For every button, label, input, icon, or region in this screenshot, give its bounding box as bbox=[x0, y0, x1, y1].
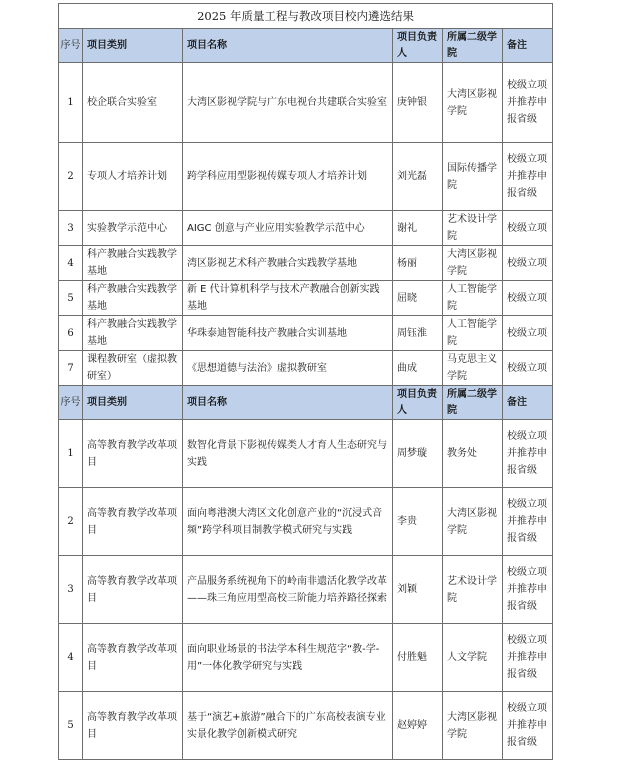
cell-category: 高等教育教学改革项目 bbox=[83, 624, 183, 692]
cell-name: 面向职业场景的书法学本科生规范字“教-学-用”一体化教学研究与实践 bbox=[183, 624, 393, 692]
cell-seq: 1 bbox=[59, 63, 83, 143]
cell-seq: 3 bbox=[59, 211, 83, 246]
cell-college: 大湾区影视学院 bbox=[443, 488, 503, 556]
cell-leader: 付胜魁 bbox=[393, 624, 443, 692]
cell-leader: 谢礼 bbox=[393, 211, 443, 246]
cell-category: 高等教育教学改革项目 bbox=[83, 420, 183, 488]
table-row bbox=[59, 281, 553, 316]
cell-category: 科产教融合实践教学基地 bbox=[83, 281, 183, 316]
cell-name: 新 E 代计算机科学与技术产教融合创新实践基地 bbox=[183, 281, 393, 316]
table-row bbox=[59, 351, 553, 386]
cell-leader: 庚钟银 bbox=[393, 63, 443, 143]
cell-college: 人工智能学院 bbox=[443, 316, 503, 351]
cell-name: 基于“演艺+旅游”融合下的广东高校表演专业实景化教学创新模式研究 bbox=[183, 692, 393, 760]
cell-seq: 3 bbox=[59, 556, 83, 624]
cell-college: 艺术设计学院 bbox=[443, 211, 503, 246]
table-row bbox=[59, 488, 553, 556]
cell-name: AIGC 创意与产业应用实验教学示范中心 bbox=[183, 211, 393, 246]
cell-note: 校级立项并推荐申报省级 bbox=[503, 420, 553, 488]
table-row bbox=[59, 246, 553, 281]
header-leader: 项目负责人 bbox=[393, 386, 443, 420]
cell-seq: 1 bbox=[59, 420, 83, 488]
cell-college: 人工智能学院 bbox=[443, 281, 503, 316]
cell-leader: 曲成 bbox=[393, 351, 443, 386]
cell-category: 课程教研室（虚拟教研室） bbox=[83, 351, 183, 386]
title-row bbox=[59, 4, 553, 29]
cell-category: 专项人才培养计划 bbox=[83, 143, 183, 211]
cell-leader: 杨丽 bbox=[393, 246, 443, 281]
cell-leader: 周钰淮 bbox=[393, 316, 443, 351]
cell-note: 校级立项 bbox=[503, 316, 553, 351]
table-row bbox=[59, 211, 553, 246]
cell-seq: 2 bbox=[59, 143, 83, 211]
cell-note: 校级立项 bbox=[503, 211, 553, 246]
cell-seq: 5 bbox=[59, 692, 83, 760]
table-row bbox=[59, 316, 553, 351]
cell-seq: 2 bbox=[59, 488, 83, 556]
header-seq: 序号 bbox=[59, 386, 83, 420]
cell-category: 科产教融合实践教学基地 bbox=[83, 316, 183, 351]
cell-note: 校级立项 bbox=[503, 281, 553, 316]
header-name: 项目名称 bbox=[183, 386, 393, 420]
cell-college: 教务处 bbox=[443, 420, 503, 488]
table-row bbox=[59, 63, 553, 143]
cell-name: 产品服务系统视角下的岭南非遗活化教学改革——珠三角应用型高校三阶能力培养路径探索 bbox=[183, 556, 393, 624]
cell-leader: 刘光磊 bbox=[393, 143, 443, 211]
cell-note: 校级立项 bbox=[503, 351, 553, 386]
table-row bbox=[59, 692, 553, 760]
cell-note: 校级立项并推荐申报省级 bbox=[503, 488, 553, 556]
cell-note: 校级立项 bbox=[503, 246, 553, 281]
cell-name: 面向粤港澳大湾区文化创意产业的“沉浸式音频”跨学科项目制教学模式研究与实践 bbox=[183, 488, 393, 556]
header-note: 备注 bbox=[503, 29, 553, 63]
header-leader: 项目负责人 bbox=[393, 29, 443, 63]
header-row bbox=[59, 29, 553, 63]
cell-note: 校级立项并推荐申报省级 bbox=[503, 556, 553, 624]
header-note: 备注 bbox=[503, 386, 553, 420]
cell-seq: 7 bbox=[59, 351, 83, 386]
cell-category: 高等教育教学改革项目 bbox=[83, 692, 183, 760]
cell-category: 实验教学示范中心 bbox=[83, 211, 183, 246]
table-title: 2025 年质量工程与教改项目校内遴选结果 bbox=[59, 4, 553, 29]
header-college: 所属二级学院 bbox=[443, 386, 503, 420]
cell-college: 大湾区影视学院 bbox=[443, 246, 503, 281]
table-row bbox=[59, 420, 553, 488]
cell-category: 科产教融合实践教学基地 bbox=[83, 246, 183, 281]
cell-leader: 李贵 bbox=[393, 488, 443, 556]
cell-college: 国际传播学院 bbox=[443, 143, 503, 211]
cell-category: 高等教育教学改革项目 bbox=[83, 556, 183, 624]
header-category: 项目类别 bbox=[83, 29, 183, 63]
cell-note: 校级立项并推荐申报省级 bbox=[503, 692, 553, 760]
cell-seq: 5 bbox=[59, 281, 83, 316]
cell-college: 艺术设计学院 bbox=[443, 556, 503, 624]
cell-name: 大湾区影视学院与广东电视台共建联合实验室 bbox=[183, 63, 393, 143]
cell-college: 人文学院 bbox=[443, 624, 503, 692]
cell-category: 高等教育教学改革项目 bbox=[83, 488, 183, 556]
header-name: 项目名称 bbox=[183, 29, 393, 63]
results-table bbox=[58, 3, 553, 760]
cell-note: 校级立项并推荐申报省级 bbox=[503, 143, 553, 211]
cell-college: 马克思主义学院 bbox=[443, 351, 503, 386]
cell-note: 校级立项并推荐申报省级 bbox=[503, 63, 553, 143]
cell-college: 大湾区影视学院 bbox=[443, 692, 503, 760]
table-row bbox=[59, 624, 553, 692]
cell-name: 华珠泰迪智能科技产教融合实训基地 bbox=[183, 316, 393, 351]
cell-leader: 赵婷婷 bbox=[393, 692, 443, 760]
header-category: 项目类别 bbox=[83, 386, 183, 420]
table-row bbox=[59, 143, 553, 211]
cell-seq: 4 bbox=[59, 246, 83, 281]
cell-name: 数智化背景下影视传媒类人才育人生态研究与实践 bbox=[183, 420, 393, 488]
cell-name: 湾区影视艺术科产教融合实践教学基地 bbox=[183, 246, 393, 281]
cell-leader: 刘颖 bbox=[393, 556, 443, 624]
cell-leader: 周梦璇 bbox=[393, 420, 443, 488]
cell-leader: 屈晓 bbox=[393, 281, 443, 316]
header-row bbox=[59, 386, 553, 420]
cell-name: 跨学科应用型影视传媒专项人才培养计划 bbox=[183, 143, 393, 211]
header-college: 所属二级学院 bbox=[443, 29, 503, 63]
cell-category: 校企联合实验室 bbox=[83, 63, 183, 143]
cell-name: 《思想道德与法治》虚拟教研室 bbox=[183, 351, 393, 386]
header-seq: 序号 bbox=[59, 29, 83, 63]
cell-seq: 6 bbox=[59, 316, 83, 351]
table-row bbox=[59, 556, 553, 624]
cell-note: 校级立项并推荐申报省级 bbox=[503, 624, 553, 692]
cell-seq: 4 bbox=[59, 624, 83, 692]
cell-college: 大湾区影视学院 bbox=[443, 63, 503, 143]
